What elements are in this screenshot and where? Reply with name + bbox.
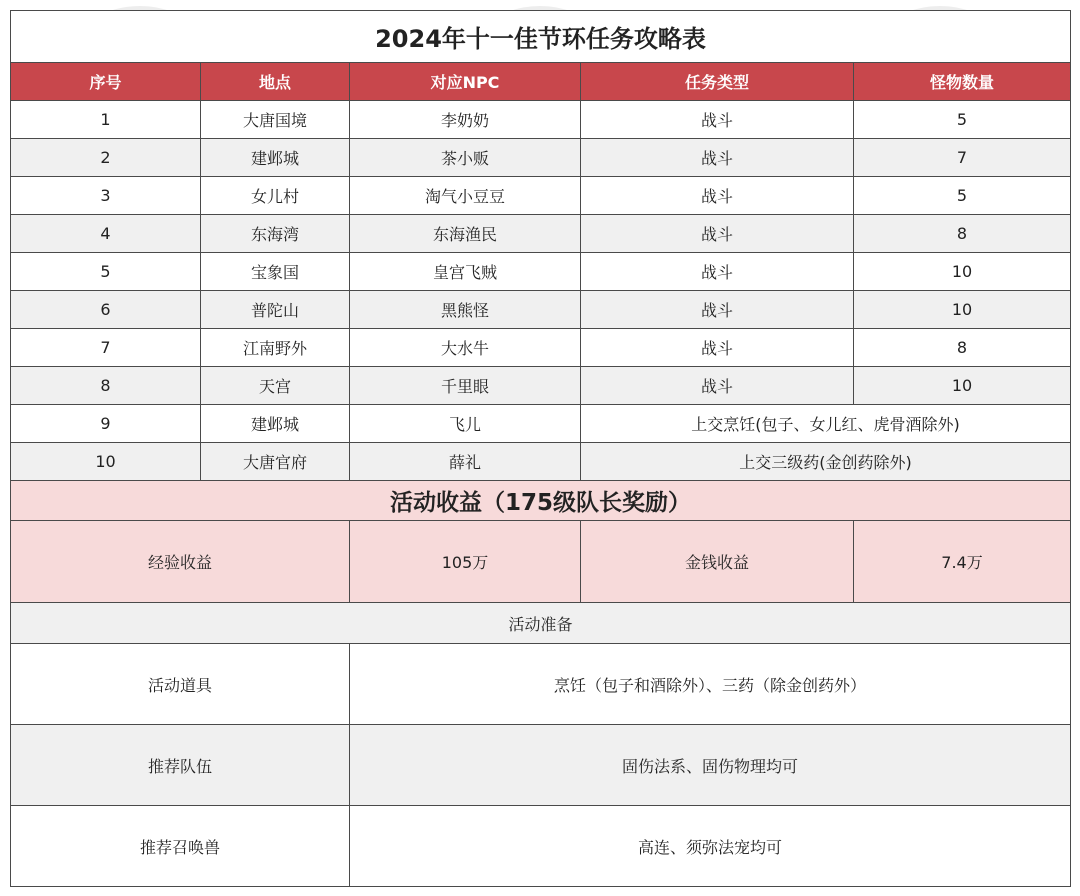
items-row — [11, 644, 1071, 725]
task-no: 10 — [11, 443, 201, 481]
task-place: 大唐国境 — [201, 101, 350, 139]
pet-label: 推荐召唤兽 — [11, 806, 350, 887]
exp-value: 105万 — [350, 521, 581, 603]
task-no: 6 — [11, 291, 201, 329]
task-no: 5 — [11, 253, 201, 291]
task-count: 5 — [854, 177, 1071, 215]
task-place: 江南野外 — [201, 329, 350, 367]
table-row — [11, 405, 1071, 443]
col-header-npc: 对应NPC — [350, 63, 581, 101]
items-label: 活动道具 — [11, 644, 350, 725]
task-place: 宝象国 — [201, 253, 350, 291]
task-count: 5 — [854, 101, 1071, 139]
table-row — [11, 329, 1071, 367]
task-npc: 皇宫飞贼 — [350, 253, 581, 291]
task-npc: 茶小贩 — [350, 139, 581, 177]
task-no: 1 — [11, 101, 201, 139]
task-count: 10 — [854, 291, 1071, 329]
table-row — [11, 215, 1071, 253]
reward-section-title: 活动收益（175级队长奖励） — [11, 481, 1071, 521]
task-no: 9 — [11, 405, 201, 443]
table-row — [11, 177, 1071, 215]
task-type: 战斗 — [581, 177, 854, 215]
task-count: 7 — [854, 139, 1071, 177]
page-title: 2024年十一佳节环任务攻略表 — [11, 11, 1071, 63]
task-place: 东海湾 — [201, 215, 350, 253]
task-npc: 飞儿 — [350, 405, 581, 443]
col-header-no: 序号 — [11, 63, 201, 101]
task-no: 8 — [11, 367, 201, 405]
task-count: 8 — [854, 329, 1071, 367]
col-header-place: 地点 — [201, 63, 350, 101]
task-type: 战斗 — [581, 253, 854, 291]
task-no: 2 — [11, 139, 201, 177]
task-count: 10 — [854, 367, 1071, 405]
task-count: 8 — [854, 215, 1071, 253]
task-place: 大唐官府 — [201, 443, 350, 481]
task-type: 上交烹饪(包子、女儿红、虎骨酒除外) — [581, 405, 1071, 443]
task-npc: 李奶奶 — [350, 101, 581, 139]
exp-label: 经验收益 — [11, 521, 350, 603]
task-type: 战斗 — [581, 329, 854, 367]
task-place: 普陀山 — [201, 291, 350, 329]
task-type: 战斗 — [581, 101, 854, 139]
pet-row — [11, 806, 1071, 887]
reward-row — [11, 521, 1071, 603]
table-row — [11, 101, 1071, 139]
task-npc: 东海渔民 — [350, 215, 581, 253]
money-label: 金钱收益 — [581, 521, 854, 603]
task-no: 3 — [11, 177, 201, 215]
task-npc: 大水牛 — [350, 329, 581, 367]
table-row — [11, 253, 1071, 291]
task-no: 7 — [11, 329, 201, 367]
task-place: 女儿村 — [201, 177, 350, 215]
team-row — [11, 725, 1071, 806]
task-type: 战斗 — [581, 139, 854, 177]
pet-value: 高连、须弥法宠均可 — [350, 806, 1071, 887]
table-row — [11, 443, 1071, 481]
task-type: 战斗 — [581, 215, 854, 253]
col-header-type: 任务类型 — [581, 63, 854, 101]
money-value: 7.4万 — [854, 521, 1071, 603]
task-count: 10 — [854, 253, 1071, 291]
table-header-row — [11, 63, 1071, 101]
task-place: 建邺城 — [201, 405, 350, 443]
task-type: 上交三级药(金创药除外) — [581, 443, 1071, 481]
col-header-count: 怪物数量 — [854, 63, 1071, 101]
task-type: 战斗 — [581, 367, 854, 405]
team-label: 推荐队伍 — [11, 725, 350, 806]
team-value: 固伤法系、固伤物理均可 — [350, 725, 1071, 806]
task-npc: 黑熊怪 — [350, 291, 581, 329]
table-row — [11, 139, 1071, 177]
task-type: 战斗 — [581, 291, 854, 329]
task-npc: 淘气小豆豆 — [350, 177, 581, 215]
task-guide-table — [10, 10, 1071, 887]
task-no: 4 — [11, 215, 201, 253]
task-npc: 薛礼 — [350, 443, 581, 481]
items-value: 烹饪（包子和酒除外）、三药（除金创药外） — [350, 644, 1071, 725]
table-row — [11, 367, 1071, 405]
task-npc: 千里眼 — [350, 367, 581, 405]
prep-section-title: 活动准备 — [11, 603, 1071, 644]
task-place: 建邺城 — [201, 139, 350, 177]
table-row — [11, 291, 1071, 329]
task-place: 天宫 — [201, 367, 350, 405]
